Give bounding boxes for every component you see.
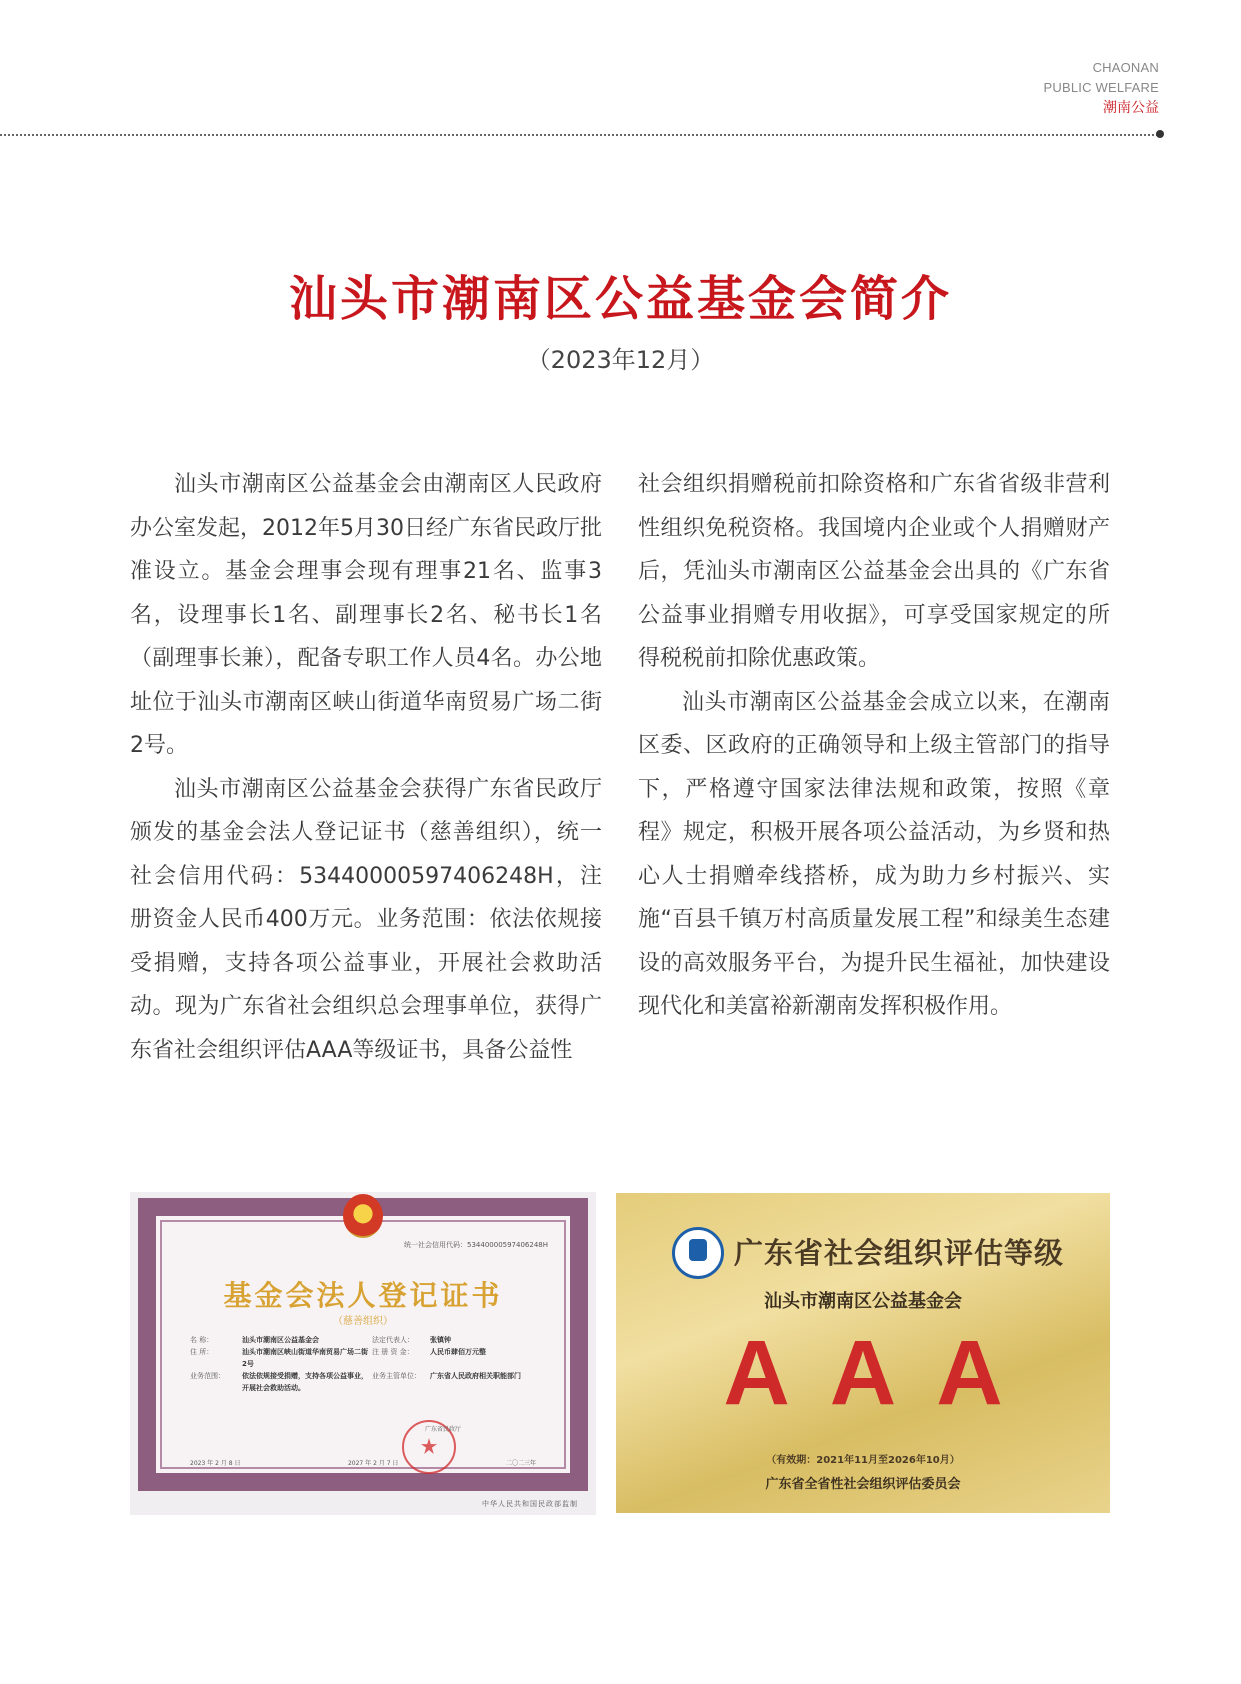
- field-label: 注 册 资 金：: [372, 1348, 414, 1356]
- paragraph-4: 汕头市潮南区公益基金会成立以来，在潮南区委、区政府的正确领导和上级主管部门的指导下，严格遵守国家法律法规和政策，按照《章程》规定，积极开展各项公益活动，为乡贤和热心人士捐赠牵线搭桥，成为助力乡村振兴、实施“百县千镇万村高质量发展工程”和绿美生态建设的高效服务平台，为提升民生福祉，加快建设现代化和美富裕新潮南发挥积极作用。: [638, 689, 1110, 1019]
- issue-date: 二〇二三年: [505, 1460, 536, 1467]
- section-tag-en-2: PUBLIC WELFARE: [1043, 80, 1159, 95]
- field-value: 广东省人民政府相关职能部门: [430, 1372, 521, 1380]
- field-label: 业务主管单位：: [372, 1372, 421, 1380]
- certificate-credit-code: 统一社会信用代码：53440000597406248H: [404, 1241, 548, 1249]
- text-column-left: [130, 463, 602, 1072]
- field-value: 张镇钟: [430, 1336, 451, 1344]
- field-value: 依法依规接受捐赠，支持各项公益事业，开展社会救助活动。: [242, 1372, 368, 1392]
- aaa-plaque-photo: [616, 1193, 1110, 1513]
- text-column-right: [638, 463, 1110, 1029]
- certificate-fields: [190, 1334, 552, 1394]
- paragraph-3: 社会组织捐赠税前扣除资格和广东省省级非营利性组织免税资格。我国境内企业或个人捐赠财产后，凭汕头市潮南区公益基金会出具的《广东省公益事业捐赠专用收据》，可享受国家规定的所得税税前扣除优惠政策。: [638, 472, 1110, 671]
- social-org-logo-icon: [672, 1227, 724, 1279]
- field-label: 法定代表人：: [372, 1336, 414, 1344]
- plaque-title: 广东省社会组织评估等级: [734, 1236, 1065, 1270]
- plaque-issuer: 广东省全省性社会组织评估委员会: [765, 1477, 961, 1492]
- certificate-row: [190, 1370, 552, 1394]
- certificate-issuer: 广东省民政厅: [425, 1426, 462, 1433]
- certificate-footer: 中华人民共和国民政部监制: [482, 1500, 578, 1508]
- registration-certificate-photo: [130, 1192, 596, 1515]
- field-value: 汕头市潮南区公益基金会: [242, 1336, 319, 1344]
- paragraph-2: 汕头市潮南区公益基金会获得广东省民政厅颁发的基金会法人登记证书（慈善组织），统一社会信用代码：53440000597406248H，注册资金人民币400万元。业务范围：依法依规接受捐赠，支持各项公益事业，开展社会救助活动。现为广东省社会组织总会理事单位，获得广东省社会组织评估AAA等级证书，具备公益性: [130, 776, 602, 1063]
- certificate-dates: [190, 1458, 536, 1467]
- plaque-grade: AAA: [723, 1322, 1043, 1424]
- valid-to: 2027 年 2 月 7 日: [347, 1460, 399, 1467]
- valid-from: 2023 年 2 月 8 日: [190, 1460, 241, 1467]
- certificate-subtitle: （慈善组织）: [333, 1316, 393, 1327]
- plaque-organization: 汕头市潮南区公益基金会: [764, 1291, 962, 1312]
- certificate-row: [190, 1334, 552, 1346]
- certificate-title: 基金会法人登记证书: [223, 1279, 503, 1312]
- page-title: 汕头市潮南区公益基金会简介: [288, 271, 952, 327]
- field-value: 汕头市潮南区峡山街道华南贸易广场二街2号: [242, 1348, 368, 1368]
- section-tag-cn: 潮南公益: [1103, 100, 1159, 116]
- field-label: 名 称：: [190, 1336, 214, 1344]
- page-date: （2023年12月）: [526, 346, 715, 374]
- field-label: 住 所：: [190, 1348, 214, 1356]
- plaque-validity: （有效期：2021年11月至2026年10月）: [766, 1455, 960, 1466]
- section-tag: [1044, 58, 1160, 118]
- field-label: 业务范围：: [190, 1372, 225, 1380]
- national-emblem-icon: [343, 1194, 383, 1238]
- section-tag-en-1: CHAONAN: [1092, 60, 1159, 75]
- header-divider: [0, 134, 1158, 136]
- paragraph-1: 汕头市潮南区公益基金会由潮南区人民政府办公室发起，2012年5月30日经广东省民政厅批准设立。基金会理事会现有理事21名、监事3名，设理事长1名、副理事长2名、秘书长1名（副理事长兼），配备专职工作人员4名。办公地址位于汕头市潮南区峡山街道华南贸易广场二街2号。: [130, 472, 602, 758]
- field-value: 人民币肆佰万元整: [430, 1348, 486, 1356]
- header-divider-dot: [1156, 130, 1164, 138]
- certificate-row: [190, 1346, 552, 1370]
